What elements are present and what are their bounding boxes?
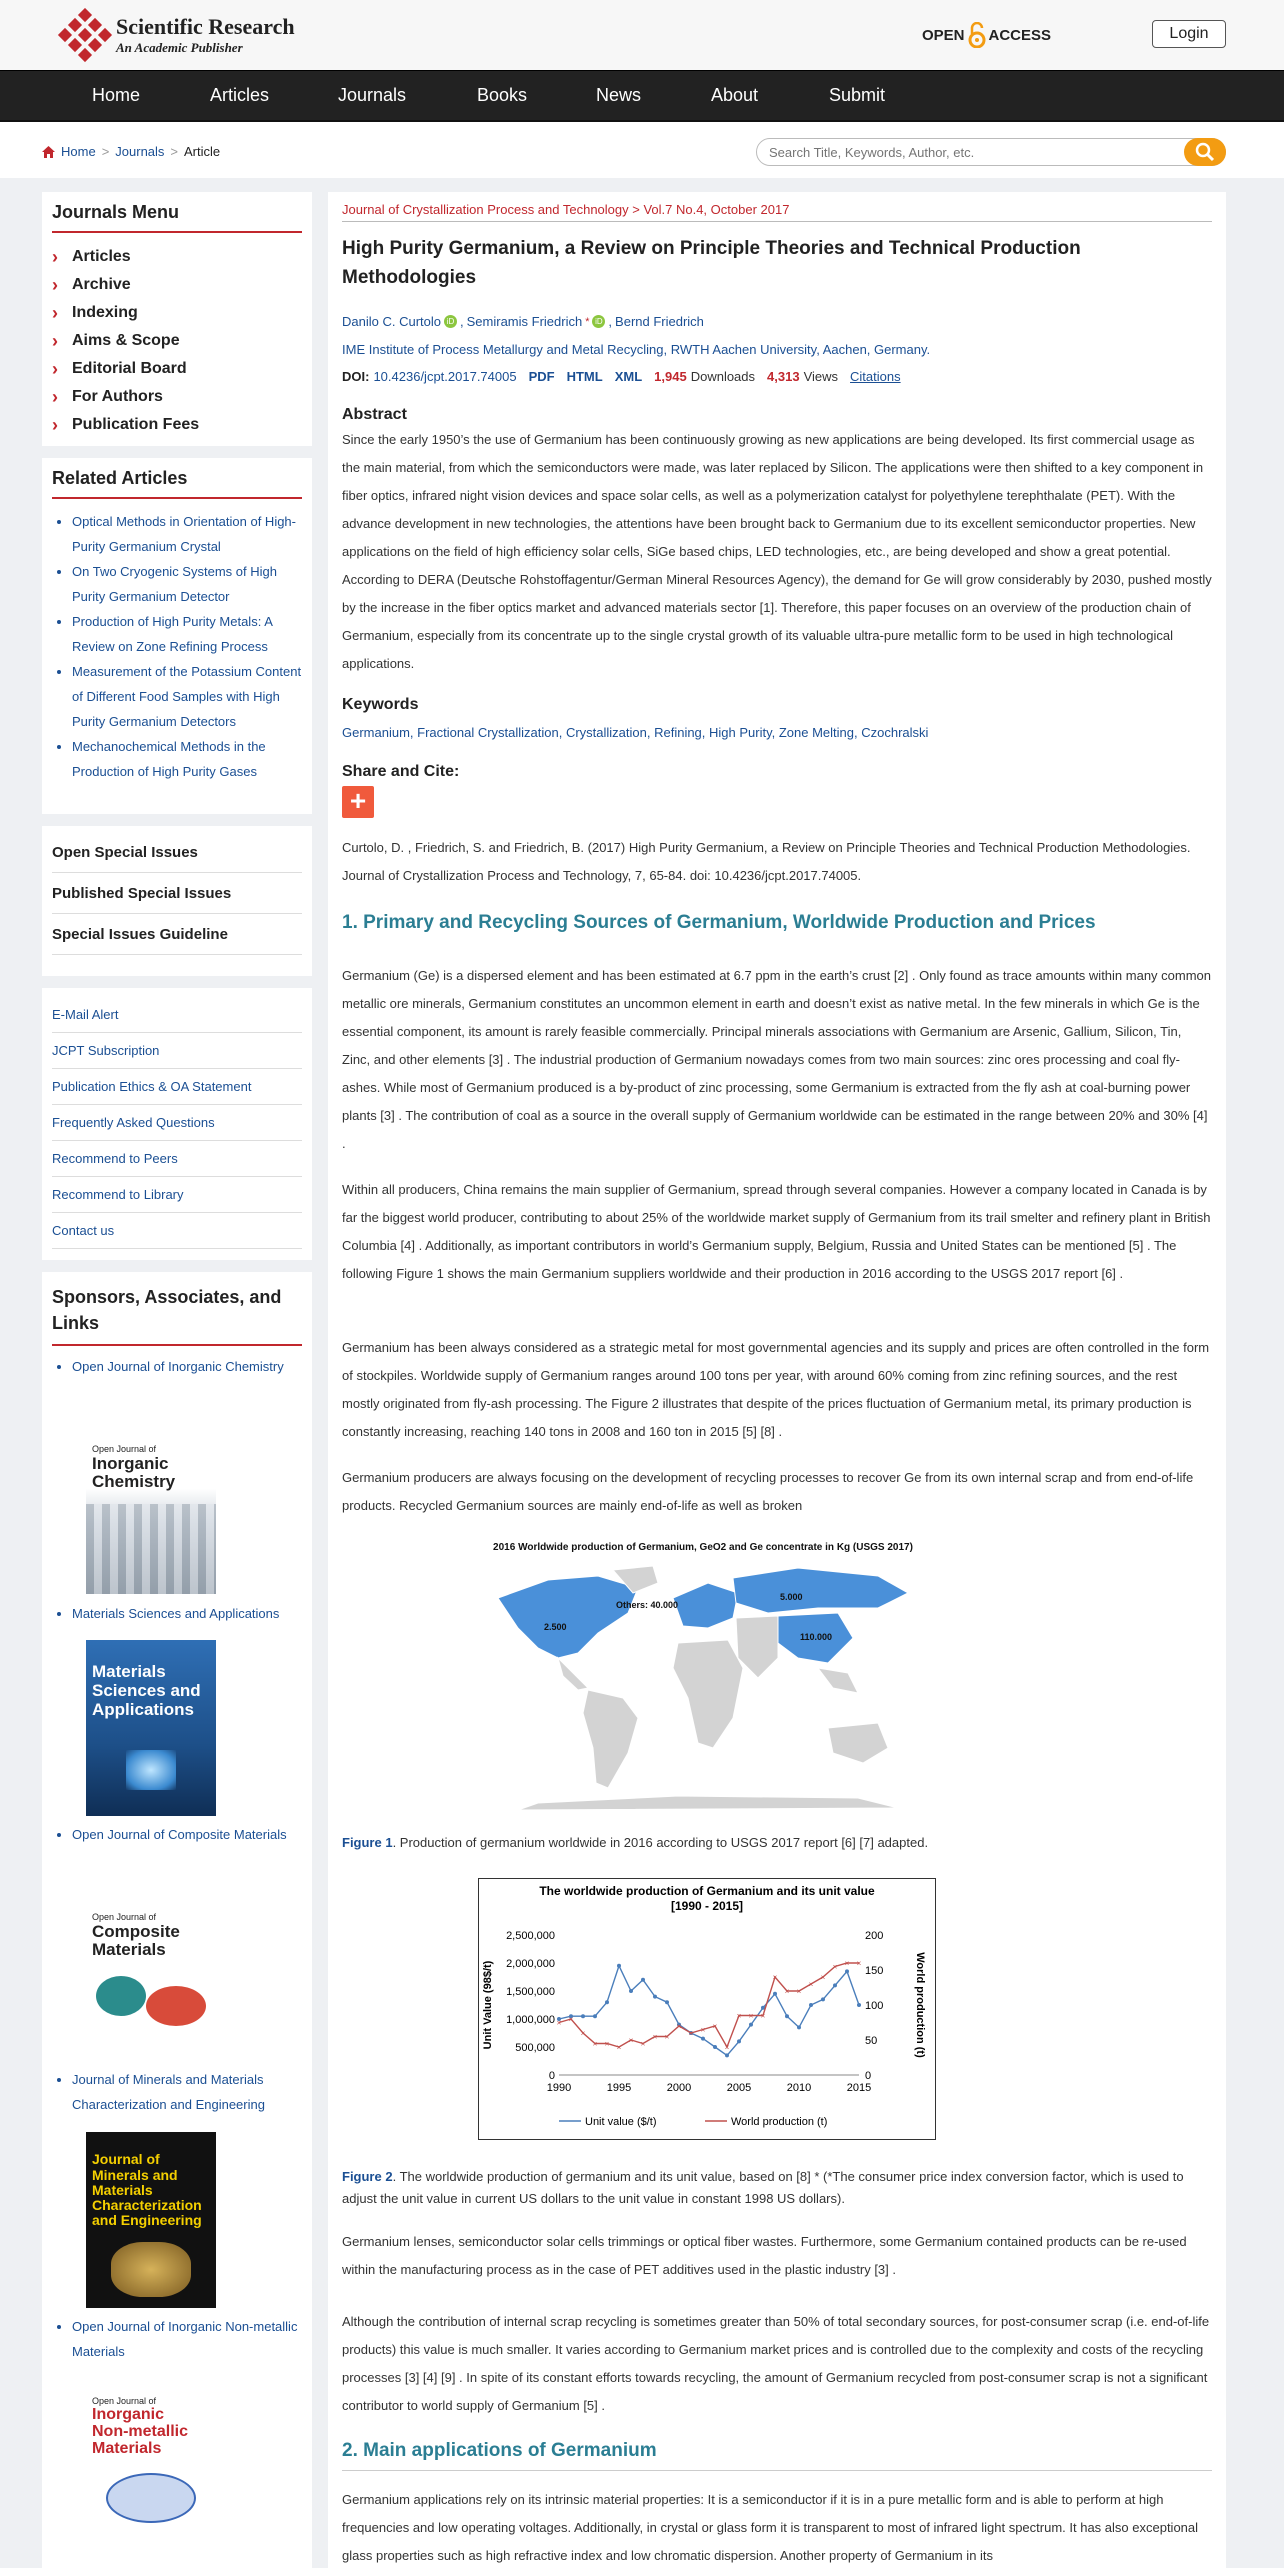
home-icon: [42, 146, 55, 158]
views-label: Views: [803, 369, 839, 384]
dual-axis-line-chart: [479, 1879, 935, 2139]
map-region-north-america: [498, 1576, 638, 1658]
special-issues-link[interactable]: Open Special Issues: [52, 832, 302, 873]
y-tick-label: 2,500,000: [506, 1930, 555, 1942]
nav-articles[interactable]: Articles: [210, 85, 270, 105]
map-label-north-america: 2.500: [544, 1622, 567, 1632]
breadcrumb-current: Article: [184, 144, 221, 159]
journal-cover-image[interactable]: [86, 1886, 216, 2062]
cover-artwork: [126, 1750, 176, 1790]
data-point: ×: [616, 2043, 622, 2052]
cover-artwork: [106, 2473, 196, 2523]
menu-item-publication-fees[interactable]: [42, 411, 312, 439]
chevron-right-icon: ›: [52, 386, 58, 407]
data-point: [749, 2023, 753, 2027]
related-article-link[interactable]: • Measurement of the Potassium Content of Different Food Samples with High Purity Germanium Detectors: [72, 659, 302, 734]
related-article-link[interactable]: • Mechanochemical Methods in the Production of High Purity Gases: [72, 734, 302, 784]
related-articles-title: Related Articles: [52, 468, 302, 499]
chevron-right-icon: ›: [52, 414, 58, 435]
nav-books[interactable]: Books: [477, 85, 528, 105]
sponsor-link[interactable]: • Open Journal of Inorganic Non-metallic Materials: [72, 2314, 302, 2364]
data-point: ×: [580, 2029, 586, 2038]
affiliation[interactable]: IME Institute of Process Metallurgy and Metal Recycling, RWTH Aachen University, Aachen, Germany.: [342, 342, 931, 357]
menu-item-aims-scope[interactable]: [42, 327, 312, 355]
data-point: [629, 1989, 633, 1993]
chevron-right-icon: ›: [52, 330, 58, 351]
cover-text: Characterization: [92, 2197, 202, 2213]
data-point: ×: [784, 1987, 790, 1996]
cover-text: Open Journal of: [92, 1912, 157, 1922]
legend-label: World production (t): [731, 2116, 828, 2128]
map-region-africa: [673, 1640, 743, 1748]
data-point: [641, 1978, 645, 1982]
data-point: [821, 1997, 825, 2001]
x-tick-label: 1995: [606, 2082, 632, 2094]
menu-item-label: Articles: [72, 248, 131, 265]
data-point: ×: [736, 2011, 742, 2021]
scientific-research-logo[interactable]: [56, 8, 116, 64]
sponsor-item: [42, 1601, 312, 1626]
special-issues-panel: [42, 826, 312, 976]
caption-text: . The worldwide production of germanium and its unit value, based on [8] * (*The consumer price index conversion factor, which is used to adjust the unit value in current US dollars to the unit value in constant 1998 US dollars).: [342, 2169, 1184, 2206]
figure-1-label[interactable]: Figure 1: [342, 1835, 393, 1850]
world-map-graphic: [478, 1558, 928, 1812]
data-point: ×: [604, 2039, 610, 2049]
logo-title: Scientific Research: [116, 14, 295, 39]
search-box: [756, 138, 1226, 166]
keywords-links[interactable]: Germanium, Fractional Crystallization, Crystallization, Refining, High Purity, Zone Melting, Czochralski: [342, 725, 929, 740]
open-access-left: OPEN: [922, 26, 965, 44]
cover-text: Minerals and: [92, 2167, 178, 2183]
orcid-icon[interactable]: iD: [444, 315, 457, 328]
data-point: ×: [592, 2039, 598, 2049]
paragraph: Germanium lenses, semiconductor solar cells trimmings or optical fiber wastes. Furthermore, some Germanium contained products can be re-used within the manufacturing process as in the case of PET additives used in the plastic industry [3] .: [342, 2234, 1187, 2277]
data-point: ×: [808, 1980, 814, 1989]
menu-item-archive[interactable]: [42, 271, 312, 299]
data-point: ×: [856, 1959, 862, 1968]
data-point: ×: [796, 1987, 802, 1996]
y2-tick-label: 100: [865, 2000, 884, 2012]
data-point: [713, 2045, 717, 2049]
data-point: ×: [748, 2011, 754, 2021]
map-label-china: 110.000: [800, 1632, 833, 1642]
menu-item-label: Archive: [72, 276, 131, 293]
cover-text: Non-metallic: [92, 2423, 189, 2440]
section-1-heading: 1. Primary and Recycling Sources of Germanium, Worldwide Production and Prices: [342, 912, 1096, 933]
journal-cover-image[interactable]: [86, 2132, 216, 2308]
cover-artwork: [86, 1504, 216, 1594]
map-region-antarctica: [518, 1796, 898, 1810]
map-label-others: Others: 40.000: [616, 1600, 679, 1610]
menu-item-label: Indexing: [72, 304, 138, 321]
legend-label: Unit value ($/t): [585, 2116, 657, 2128]
y2-tick-label: 0: [865, 2070, 872, 2082]
data-point: ×: [628, 2036, 634, 2045]
x-tick-label: 2005: [726, 2082, 752, 2094]
quick-link[interactable]: Publication Ethics & OA Statement: [52, 1069, 302, 1105]
article-title: High Purity Germanium, a Review on Principle Theories and Technical Production Methodologies: [342, 238, 1081, 288]
author-link[interactable]: Bernd Friedrich: [615, 314, 704, 329]
xml-link[interactable]: XML: [614, 369, 643, 384]
data-point: [725, 2053, 729, 2057]
cover-text: Materials: [92, 1662, 166, 1681]
data-point: ×: [676, 2022, 682, 2031]
share-button[interactable]: [342, 786, 374, 818]
citations-link[interactable]: Citations: [850, 369, 901, 384]
paragraph: Although the contribution of internal scrap recycling is sometimes greater than 50% of total secondary sources, for post-consumer scrap (i.e. end-of-life products) this value is much smaller. It varies according to Germanium market prices and is controlled due to the complexity and costs of the recycling processes [3] [4] [9] . In spite of its constant efforts towards recycling, the amount of Germanium recycled from post-consumer scrap is not a significant contributor to world supply of Germanium [5] .: [342, 2314, 1210, 2413]
chevron-right-icon: ›: [52, 274, 58, 295]
y2-axis-label: World production (t): [914, 1952, 926, 2058]
data-point: [605, 2000, 609, 2004]
doi-link[interactable]: 10.4236/jcpt.2017.74005: [373, 369, 517, 384]
quick-link[interactable]: Contact us: [52, 1213, 302, 1249]
map-title: 2016 Worldwide production of Germanium, GeO2 and Ge concentrate in Kg (USGS 2017): [493, 1542, 913, 1553]
cover-text: and Engineering: [92, 2212, 202, 2228]
map-region-australia: [828, 1723, 888, 1763]
paragraph: Within all producers, China remains the main supplier of Germanium, spread through several companies. However a company located in Canada is by far the biggest world producer, contributing to about 25% of the worldwide market supply of Germanium from its trail smelter and refinery plant in British Columbia [4] . Additionally, as important contributors in world’s Germanium supply, Belgium, Russia and United States can be mentioned [5] . The following Figure 1 shows the main Germanium suppliers worldwide and their production in 2016 according to the USGS 2017 report [6] .: [342, 1182, 1211, 1281]
y2-tick-label: 50: [865, 2035, 878, 2047]
data-point: [785, 2014, 789, 2018]
y2-tick-label: 150: [865, 1965, 884, 1977]
related-article-link[interactable]: • Production of High Purity Metals: A Review on Zone Refining Process: [72, 609, 302, 659]
data-point: [833, 1983, 837, 1987]
paragraph: Germanium applications rely on its intrinsic material properties: It is a semiconductor if it is in a pure metallic form and is able to perform at high frequencies and low operating voltages. Additionally, in crystal or glass form it is transparent to most of infrared light spectrum. It has also exceptional glass properties such as high refractive index and low chromatic dispersion. Another property of Germanium in its: [342, 2492, 1199, 2563]
citation-text: Curtolo, D. , Friedrich, S. and Friedrich, B. (2017) High Purity Germanium, a Review on Principle Theories and Technical Production Methodologies. Journal of Crystallization Process and Technology, 7, 65-84. doi: 10.4236/jcpt.2017.74005.: [342, 840, 1191, 883]
breadcrumb-separator: >: [170, 144, 179, 159]
sponsors-panel: [42, 1272, 312, 2568]
figure-1-map[interactable]: [478, 1542, 928, 1812]
related-articles-list: [42, 509, 312, 784]
paragraph: Germanium producers are always focusing on the development of recycling processes to recover Ge from its own internal scrap and from end-of-life products. Recycled Germanium sources are mainly end-of-life as well as broken: [342, 1470, 1194, 1513]
map-region-europe: [673, 1583, 738, 1628]
nav-about[interactable]: About: [711, 85, 759, 105]
paragraph: Germanium (Ge) is a dispersed element and has been estimated at 6.7 ppm in the earth’s crust [2] . Only found as trace amounts within many common metallic ore minerals, Germanium constitutes an uncommon element in earth and doesn’t exist as native metal. In the few minerals in which Ge is the essential component, its amount is rarely feasible commercially. Principal minerals associations with Germanium are Arsenic, Gallium, Silicon, Tin, Zinc, and other elements [3] . The industrial production of Germanium nowadays comes from two main sources: zinc ores processing and coal fly-ashes. While most of Germanium produced is a by-product of zinc processing, some Germanium is extracted from the fly ash at coal-burning power plants [3] . The contribution of coal as a source in the overall supply of Germanium worldwide can be estimated in the range between 20% and 30% [4] .: [342, 968, 1212, 1151]
open-lock-icon: [968, 22, 986, 48]
cover-text: Inorganic: [92, 2406, 165, 2423]
cover-artwork: [96, 1976, 146, 2016]
quick-link[interactable]: E-Mail Alert: [52, 997, 302, 1033]
cover-text: Open Journal of: [92, 2396, 157, 2406]
menu-item-label: Publication Fees: [72, 416, 200, 433]
data-point: ×: [556, 2018, 562, 2028]
data-point: [593, 2014, 597, 2018]
data-point: ×: [568, 2015, 574, 2024]
related-article-link[interactable]: • Optical Methods in Orientation of High-Purity Germanium Crystal: [72, 509, 302, 559]
author-list: Danilo C. Curtolo iD , Semiramis Friedrich * iD , Bernd Friedrich: [342, 314, 704, 329]
abstract-text: Since the early 1950’s the use of Germanium has been continuously growing as new applications are being developed. Its first commercial usage as the main material, from which the semiconductors were made, was later replaced by Silicon. The applications were then shifted to a key component in fiber optics, infrared night vision devices and space solar cells, as well as a polymerization catalyst for polyethylene terephthalate (PET). With the advance development in new technologies, the attentions have been brought back to Germanium due to its excellent semiconductor properties. New applications on the field of high efficiency solar cells, SiGe based chips, LED technologies, etc., are being developed and show a great potential. According to DERA (Deutsche Rohstoffagentur/German Mineral Resources Agency), the demand for Ge will grow considerably by 2030, pushed mostly by the increase in the fiber optics market and advanced materials sector [1]. Therefore, this paper focuses on an overview of the production chain of Germanium, especially from its concentrate up to the single crystal growth of its valuable ultra-pure metallic form to be used in high technological applications.: [342, 432, 1212, 671]
data-point: [797, 2025, 801, 2029]
breadcrumb-home[interactable]: Home: [61, 144, 96, 159]
quick-link[interactable]: Frequently Asked Questions: [52, 1105, 302, 1141]
journals-menu-title: Journals Menu: [52, 202, 302, 233]
journal-cover-image[interactable]: [86, 1418, 216, 1594]
figure-2-chart[interactable]: [478, 1878, 936, 2140]
x-tick-label: 2000: [666, 2082, 692, 2094]
x-tick-label: 2015: [846, 2082, 872, 2094]
data-point: [701, 2037, 705, 2041]
share-heading: Share and Cite:: [342, 763, 460, 780]
sponsor-link[interactable]: • Open Journal of Inorganic Chemistry: [72, 1354, 302, 1379]
journals-menu-list: [42, 243, 312, 439]
cover-text: Composite: [92, 1922, 180, 1941]
figure-1-caption: [342, 1832, 1212, 1854]
data-point: ×: [820, 1973, 826, 1982]
x-tick-label: 2010: [786, 2082, 812, 2094]
quick-link[interactable]: Recommend to Library: [52, 1177, 302, 1213]
y-tick-label: 1,500,000: [506, 1986, 555, 1998]
author-link[interactable]: Semiramis Friedrich: [466, 314, 583, 329]
views-count: 4,313: [767, 369, 800, 384]
cover-text: Materials: [92, 1940, 166, 1959]
sponsor-link[interactable]: • Materials Sciences and Applications: [72, 1601, 302, 1626]
data-point: [581, 2014, 585, 2018]
data-point: ×: [652, 2032, 658, 2042]
nav-news[interactable]: News: [596, 85, 642, 105]
nav-journals[interactable]: Journals: [338, 85, 407, 105]
quick-link[interactable]: JCPT Subscription: [52, 1033, 302, 1069]
search-button[interactable]: [1184, 138, 1226, 166]
data-point: [653, 1995, 657, 1999]
article-main: [328, 192, 1226, 2568]
doi-row: [342, 369, 1212, 384]
data-point: [845, 1969, 849, 1973]
top-header: [0, 0, 1284, 70]
chevron-right-icon: ›: [52, 246, 58, 267]
y-tick-label: 0: [548, 2070, 555, 2082]
search-input[interactable]: [769, 143, 1169, 161]
keywords-heading: Keywords: [342, 696, 419, 713]
data-point: ×: [832, 1962, 838, 1972]
related-article-link[interactable]: • On Two Cryogenic Systems of High Purity Germanium Detector: [72, 559, 302, 609]
journal-cover-image[interactable]: [86, 2378, 216, 2528]
nav-home[interactable]: Home: [92, 85, 141, 105]
login-button[interactable]: Login: [1152, 20, 1226, 48]
cover-text: Applications: [92, 1700, 195, 1719]
sponsor-item: [42, 1822, 312, 1847]
data-point: ×: [712, 2022, 718, 2031]
map-region-central-america: [558, 1658, 588, 1690]
menu-item-indexing[interactable]: [42, 299, 312, 327]
menu-item-label: For Authors: [72, 388, 163, 405]
y-tick-label: 500,000: [515, 2042, 555, 2054]
cover-text: Sciences and: [92, 1681, 201, 1700]
breadcrumb-separator: >: [101, 144, 110, 159]
data-point: [773, 1992, 777, 1996]
sponsor-item: [42, 2067, 312, 2117]
data-point: [857, 2003, 861, 2007]
sponsor-link[interactable]: • Open Journal of Composite Materials: [72, 1822, 302, 1847]
data-point: ×: [772, 1973, 778, 1982]
data-point: [809, 2003, 813, 2007]
data-point: ×: [724, 2043, 730, 2052]
menu-item-articles[interactable]: [42, 243, 312, 271]
cover-text: Open Journal of: [92, 1444, 157, 1454]
nav-submit[interactable]: Submit: [829, 85, 886, 105]
author-link[interactable]: Danilo C. Curtolo: [342, 314, 441, 329]
menu-item-label: Editorial Board: [72, 360, 187, 377]
map-region-russia: [733, 1568, 908, 1613]
cover-artwork: [146, 1986, 206, 2026]
sponsor-link[interactable]: • Journal of Minerals and Materials Characterization and Engineering: [72, 2067, 302, 2117]
cover-artwork: [111, 2242, 191, 2297]
plus-icon: +: [342, 786, 374, 818]
quick-links-panel: [42, 988, 312, 1260]
downloads-count: 1,945: [654, 369, 687, 384]
html-link[interactable]: HTML: [566, 369, 603, 384]
cover-text: Materials: [92, 2440, 162, 2457]
chart-title: The worldwide production of Germanium and its unit value: [539, 1884, 875, 1898]
logo-subtitle: An Academic Publisher: [116, 40, 243, 55]
breadcrumb: [42, 144, 220, 159]
open-access-badge: [922, 22, 1051, 48]
pdf-link[interactable]: PDF: [528, 369, 555, 384]
data-point: ×: [640, 2039, 646, 2049]
downloads-label: Downloads: [690, 369, 756, 384]
y-tick-label: 2,000,000: [506, 1958, 555, 1970]
y-tick-label: 1,000,000: [506, 2014, 555, 2026]
data-point: ×: [844, 1959, 850, 1968]
data-point: ×: [700, 2025, 706, 2035]
cover-text: Chemistry: [92, 1472, 176, 1491]
cover-text: Inorganic: [92, 1454, 169, 1473]
cover-text: Materials: [92, 2182, 153, 2198]
main-navbar: [0, 70, 1284, 122]
special-issues-link[interactable]: Special Issues Guideline: [52, 914, 302, 955]
section-2-heading: 2. Main applications of Germanium: [342, 2440, 1212, 2471]
x-tick-label: 1990: [546, 2082, 572, 2094]
data-point: ×: [760, 2011, 766, 2021]
data-point: ×: [688, 2029, 694, 2038]
sponsors-title: Sponsors, Associates, and Links: [52, 1284, 302, 1346]
y2-tick-label: 200: [865, 1930, 884, 1942]
data-point: ×: [664, 2032, 670, 2042]
y-axis-label: Unit Value (98$/t): [482, 1960, 494, 2050]
open-access-right: ACCESS: [988, 26, 1052, 44]
paragraph: Germanium has been always considered as a strategic metal for most governmental agencies and its supply and prices are often controlled in the form of stockpiles. Worldwide supply of Germanium ranges around 100 tons per year, with around 60% coming from zinc refining sources, and the rest mostly originated from fly-ash processing. The Figure 2 illustrates that despite of the prices fluctuation of Germanium metal, its primary production is constantly increasing, reaching 140 tons in 2008 and 160 ton in 2015 [5] [8] .: [342, 1340, 1210, 1439]
cover-text: Journal of: [92, 2151, 160, 2167]
orcid-icon[interactable]: iD: [592, 315, 605, 328]
figure-2-label[interactable]: Figure 2: [342, 2169, 393, 2184]
journals-menu-panel: [42, 192, 312, 446]
menu-item-for-authors[interactable]: [42, 383, 312, 411]
quick-link[interactable]: Recommend to Peers: [52, 1141, 302, 1177]
menu-item-label: Aims & Scope: [72, 332, 180, 349]
map-region-south-america: [583, 1690, 638, 1788]
journal-cover-image[interactable]: [86, 1640, 216, 1816]
map-label-russia: 5.000: [780, 1592, 803, 1602]
chevron-right-icon: ›: [52, 358, 58, 379]
abstract-heading: Abstract: [342, 406, 407, 423]
menu-item-editorial-board[interactable]: [42, 355, 312, 383]
related-articles-panel: [42, 458, 312, 814]
doi-label: DOI:: [342, 369, 370, 384]
sponsor-item: [42, 1354, 312, 1379]
data-point: [737, 2039, 741, 2043]
chevron-right-icon: ›: [52, 302, 58, 323]
caption-text: . Production of germanium worldwide in 2016 according to USGS 2017 report [6] [7] adapted.: [392, 1835, 929, 1850]
data-point: [617, 1964, 621, 1968]
map-region-southeast-asia: [818, 1668, 858, 1693]
chart-title: [1990 - 2015]: [670, 1899, 744, 1913]
search-icon: [1195, 142, 1215, 162]
data-point: [665, 2000, 669, 2004]
breadcrumb-journals[interactable]: Journals: [115, 144, 165, 159]
special-issues-link[interactable]: Published Special Issues: [52, 873, 302, 914]
figure-2-caption: [342, 2166, 1212, 2210]
journal-issue-link[interactable]: Journal of Crystallization Process and Technology > Vol.7 No.4, October 2017: [342, 202, 1212, 222]
sponsor-item: [42, 2314, 312, 2364]
